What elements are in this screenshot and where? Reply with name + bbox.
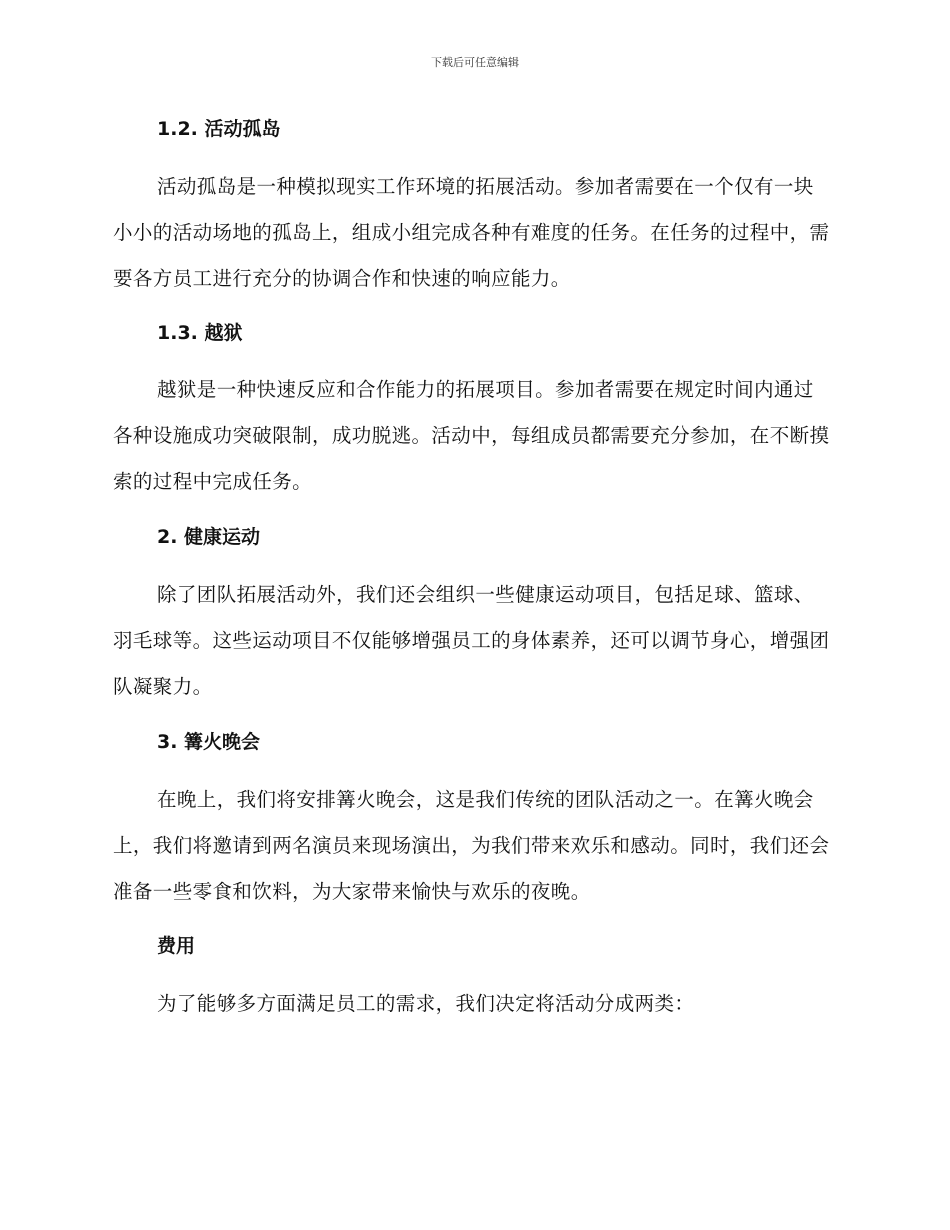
section-heading: 费用 <box>157 935 196 957</box>
section-heading-bonfire-party <box>113 728 833 756</box>
section-paragraph-jailbreak <box>113 367 833 505</box>
header-note: 下载后可任意编辑 <box>431 56 519 69</box>
section-paragraph-cost <box>113 981 833 1027</box>
section-heading: 2. 健康运动 <box>157 526 261 548</box>
section-heading-activity-island <box>113 115 833 143</box>
section-paragraph-healthy-sports <box>113 572 833 710</box>
section-paragraph-activity-island <box>113 164 833 302</box>
section-paragraph: 除了团队拓展活动外，我们还会组织一些健康运动项目，包括足球、篮球、羽毛球等。这些运动项目不仅能够增强员工的身体素养，还可以调节身心，增强团队凝聚力。 <box>113 583 830 698</box>
section-heading-healthy-sports <box>113 523 833 551</box>
section-heading-jailbreak <box>113 319 833 347</box>
section-heading: 3. 篝火晚会 <box>157 731 261 753</box>
section-heading: 1.3. 越狱 <box>157 322 243 344</box>
section-paragraph: 越狱是一种快速反应和合作能力的拓展项目。参加者需要在规定时间内通过各种设施成功突破限制，成功脱逃。活动中，每组成员都需要充分参加，在不断摸索的过程中完成任务。 <box>113 378 830 493</box>
section-paragraph: 活动孤岛是一种模拟现实工作环境的拓展活动。参加者需要在一个仅有一块小小的活动场地的孤岛上，组成小组完成各种有难度的任务。在任务的过程中，需要各方员工进行充分的协调合作和快速的响应能力。 <box>113 175 830 290</box>
section-paragraph-bonfire-party <box>113 777 833 915</box>
section-paragraph: 为了能够多方面满足员工的需求，我们决定将活动分成两类： <box>157 992 695 1015</box>
section-heading-cost <box>113 932 833 960</box>
section-paragraph: 在晚上，我们将安排篝火晚会，这是我们传统的团队活动之一。在篝火晚会上，我们将邀请到两名演员来现场演出，为我们带来欢乐和感动。同时，我们还会准备一些零食和饮料，为大家带来愉快与欢乐的夜晚。 <box>113 788 830 903</box>
section-heading: 1.2. 活动孤岛 <box>157 118 281 140</box>
